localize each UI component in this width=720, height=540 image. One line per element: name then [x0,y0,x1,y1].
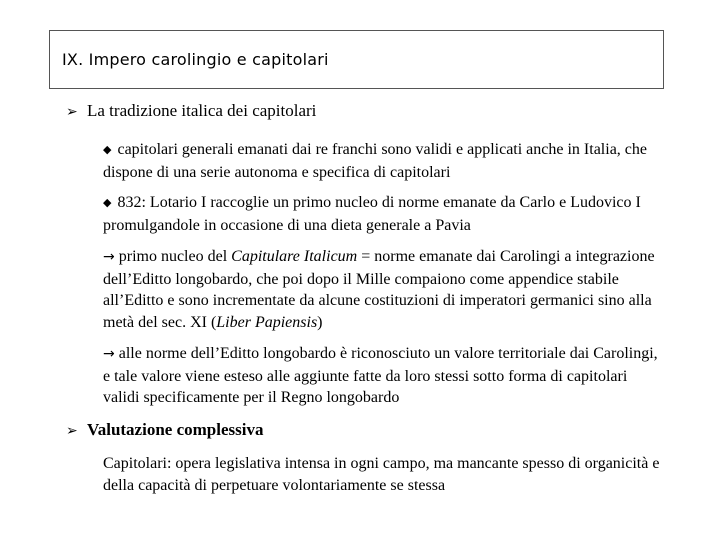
title-box [49,30,664,89]
arrow-bullet-icon: ➢ [66,423,78,439]
section-heading-tradizione [66,100,316,123]
list-item [103,192,663,236]
page-title: IX. Impero carolingio e capitolari [62,50,329,69]
section-heading-valutazione [66,419,263,442]
list-item-text-post: ) [317,313,323,331]
diamond-bullet-icon: ◆ [103,143,112,156]
section-heading-label: La tradizione italica dei capitolari [87,101,317,120]
diamond-bullet-icon: ◆ [103,196,112,209]
list-item-text: alle norme dell’Editto longobardo è riconosciuto un valore territoriale dai Carolingi, e tale valore viene esteso alle aggiunte fatte da loro stessi sotto forma di capitolari validi specificamente per il Regno longobardo [103,345,658,406]
list-item-text: capitolari generali emanati dai re franchi sono validi e applicati anche in Italia, che dispone di una serie autonoma e specifica di capitolari [103,141,647,181]
arrow-bullet-icon: ➢ [66,104,78,120]
list-item [103,246,663,333]
right-arrow-icon: → [103,346,115,362]
section-body-text: Capitolari: opera legislativa intensa in ogni campo, ma mancante spesso di organicità e della capacità di perpetuare volontariamente se stessa [103,455,660,494]
list-item [103,343,663,409]
list-item-text-pre: primo nucleo del [118,248,232,265]
capitulare-italicum-title: Capitulare Italicum [231,248,358,265]
section-heading-label: Valutazione complessiva [87,420,264,439]
right-arrow-icon: → [103,249,115,265]
list-item [103,139,663,183]
liber-papiensis-title: Liber Papiensis [216,313,318,331]
list-item-text: 832: Lotario I raccoglie un primo nucleo di norme emanate da Carlo e Ludovico I promulgandole in occasione di una dieta generale a Pavia [103,194,641,234]
list-item-text-mid: = norme emanate dai Carolingi a integrazione dell’Editto longobardo, che poi dopo il Mille compaiono come appendice stabile all’Editto e sono incrementate da alcune costituzioni di imperatori germanici sino alla metà del sec. XI ( [103,248,655,331]
